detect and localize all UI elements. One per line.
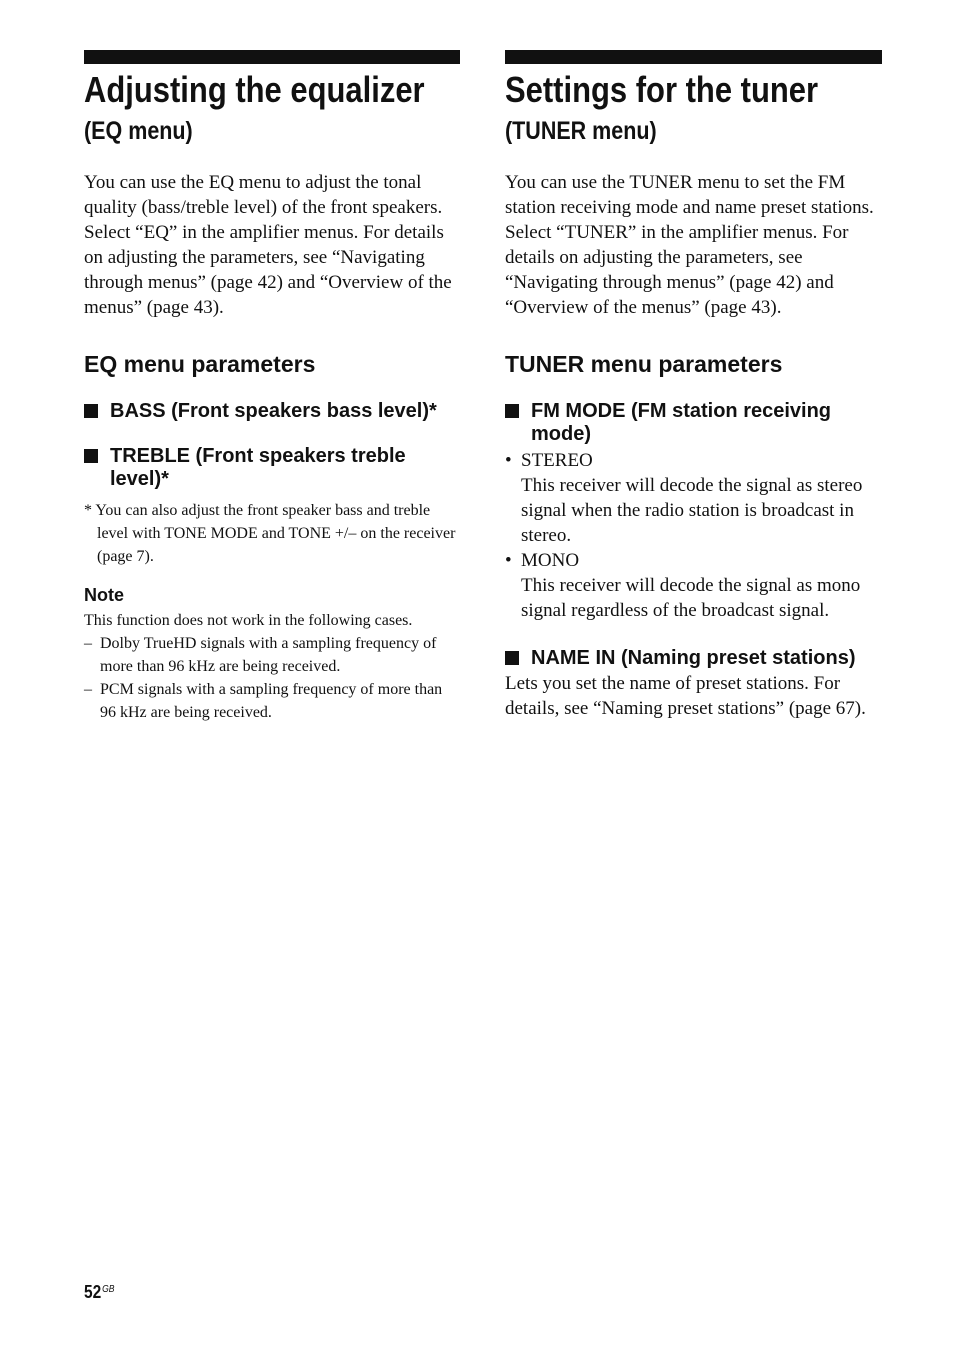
name-in-text: Lets you set the name of preset stations. For details, see “Naming preset stations” (page 67).	[505, 673, 866, 719]
param-item-label: FM MODE (FM station receiving mode)	[531, 400, 832, 445]
square-bullet-icon	[505, 404, 519, 418]
param-item-fm-mode	[505, 400, 882, 446]
note-case-text: PCM signals with a sampling frequency of more than 96 kHz are being received.	[100, 681, 443, 721]
note-case-text: Dolby TrueHD signals with a sampling frequency of more than 96 kHz are being received.	[100, 635, 437, 675]
page-number	[84, 1282, 115, 1303]
section-subtitle: (EQ menu)	[84, 117, 193, 145]
intro-paragraph: You can use the EQ menu to adjust the tonal quality (bass/treble level) of the front speakers.	[84, 172, 443, 218]
region-code: GB	[102, 1284, 115, 1295]
square-bullet-icon	[505, 651, 519, 665]
dash-glyph: –	[84, 681, 92, 698]
option-name: MONO	[521, 550, 580, 571]
option-description: This receiver will decode the signal as mono signal regardless of the broadcast signal.	[521, 575, 861, 621]
param-item-treble	[84, 445, 460, 491]
param-item-name-in	[505, 647, 882, 670]
section-title: Adjusting the equalizer	[84, 69, 425, 110]
right-column	[505, 50, 882, 721]
section-rule	[84, 50, 460, 64]
intro-paragraph: Select “TUNER” in the amplifier menus. For details on adjusting the parameters, see “Navigating through menus” (page 42) and “Overview of the menus” (page 43).	[505, 222, 849, 318]
section-subtitle: (TUNER menu)	[505, 117, 657, 145]
dash-glyph: –	[84, 635, 92, 652]
note-case	[84, 678, 460, 724]
params-heading: TUNER menu parameters	[505, 351, 783, 377]
param-item-label: TREBLE (Front speakers treble level)*	[110, 445, 406, 490]
bullet-glyph: •	[505, 550, 512, 571]
option-name: STEREO	[521, 450, 593, 471]
params-heading: EQ menu parameters	[84, 351, 316, 377]
page-number-value: 52	[84, 1282, 102, 1302]
section-title: Settings for the tuner	[505, 69, 819, 110]
intro-paragraph: Select “EQ” in the amplifier menus. For details on adjusting the parameters, see “Navigating through menus” (page 42) and “Overview of the menus” (page 43).	[84, 222, 452, 318]
param-item-bass	[84, 400, 460, 423]
param-item-label: NAME IN (Naming preset stations)	[531, 647, 856, 669]
footnote: * You can also adjust the front speaker bass and treble level with TONE MODE and TONE +/– on the receiver (page 7).	[84, 502, 456, 565]
section-rule	[505, 50, 882, 64]
note-text: This function does not work in the following cases.	[84, 612, 413, 629]
bullet-glyph: •	[505, 450, 512, 471]
square-bullet-icon	[84, 449, 98, 463]
option-description: This receiver will decode the signal as stereo signal when the radio station is broadcast in stereo.	[521, 475, 863, 546]
option-mono	[505, 548, 882, 623]
param-item-label: BASS (Front speakers bass level)*	[110, 400, 437, 422]
intro-paragraph: You can use the TUNER menu to set the FM station receiving mode and name preset stations.	[505, 172, 874, 218]
option-stereo	[505, 448, 882, 548]
left-column	[84, 50, 460, 724]
square-bullet-icon	[84, 404, 98, 418]
note-heading: Note	[84, 585, 124, 605]
note-case	[84, 632, 460, 678]
